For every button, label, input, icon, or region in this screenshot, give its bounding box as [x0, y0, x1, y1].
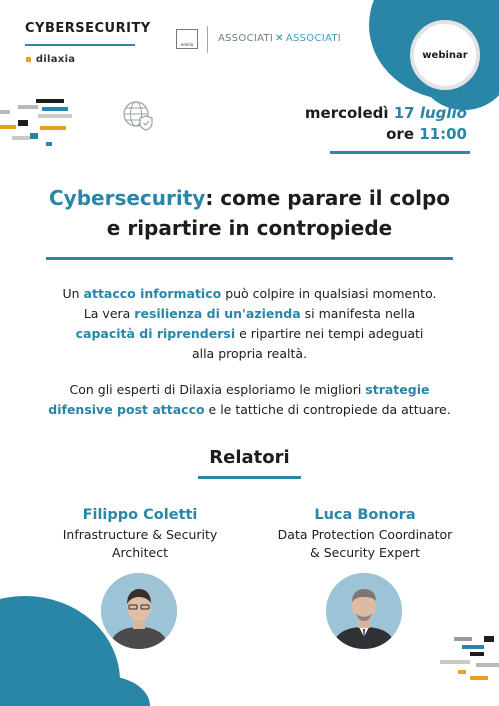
speaker-name: Filippo Coletti: [82, 507, 198, 523]
speakers-heading: Relatori: [209, 447, 290, 468]
webinar-badge: webinar: [410, 20, 480, 90]
speaker-avatar-filippo: [101, 573, 177, 649]
associati-logo: ASSOCIATI ✕ ASSOCIATI: [218, 33, 342, 44]
date-rule: [330, 151, 470, 154]
logo-divider: [207, 26, 208, 53]
webinar-title: Cybersecurity: come parare il colpo e ripartire in contropiede: [48, 186, 450, 240]
category-title: CYBERSECURITY: [25, 21, 151, 36]
category-rule: [25, 44, 135, 46]
globe-shield-icon: [121, 99, 157, 135]
event-time: ore 11:00: [386, 125, 467, 143]
speaker-avatar-luca: [326, 573, 402, 649]
speaker-role: Data Protection Coordinator & Security Expert: [277, 527, 453, 560]
dilaxia-logo: ▪ dilaxia: [25, 54, 76, 65]
speakers-rule: [198, 476, 301, 479]
speaker-name: Luca Bonora: [314, 507, 416, 523]
title-rule: [46, 257, 453, 260]
speaker-role: Infrastructure & Security Architect: [62, 527, 218, 560]
intro-paragraph: Un attacco informatico può colpire in qualsiasi momento. La vera resilienza di un'azienda si manifesta nella capacità di riprendersi e ripartire nei tempi adeguati alla propria realtà.: [62, 286, 437, 361]
speaker-card: [35, 505, 245, 562]
experts-paragraph: Con gli esperti di Dilaxia esploriamo le migliori strategie difensive post attacco e le tattiche di contropiede da attuare.: [48, 382, 451, 417]
event-date: mercoledì 17 luglio: [304, 104, 467, 122]
speaker-card: [260, 505, 470, 562]
emilia-logo: emilia: [176, 29, 198, 49]
